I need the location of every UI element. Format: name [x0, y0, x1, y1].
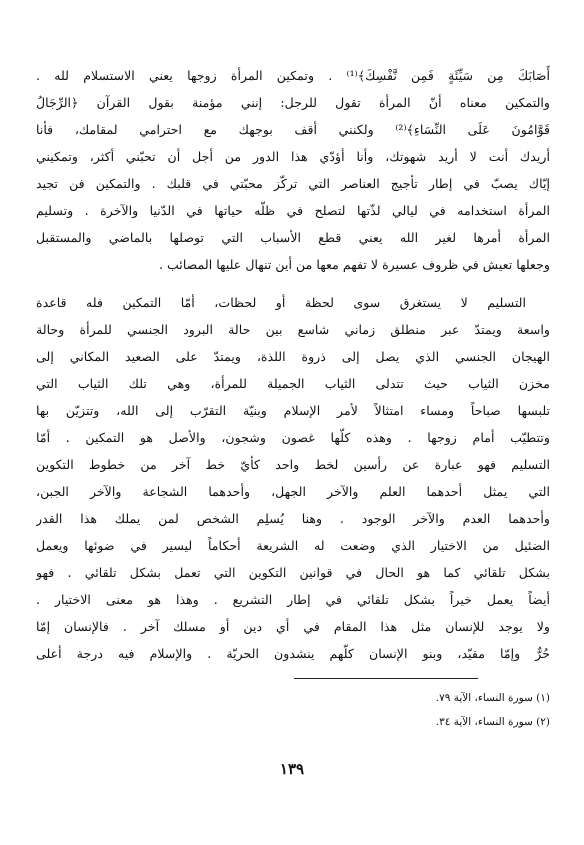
text-line: الهيجان الجنسي الذي يصل إلى ذروة اللذة، ويمتدّ على الصعيد المكاني إلى	[36, 349, 550, 364]
text-line: أَصَابَكَ مِن سَيِّئَةٍ فَمِن نَّفْسِكَ﴾⁽¹⁾ . وتمكين المرأة زوجها يعني الاستسلام لله .	[36, 68, 550, 83]
text-line: التي يمثل أحدهما العلم والآخر الجهل، وأحدهما الشجاعة والآخر الجبن،	[36, 484, 550, 499]
text-line: قَوَّامُونَ عَلَى النِّسَاءِ﴾⁽²⁾ ولكنني أقف بوجهك مع احترامي لمقامك، فأنا	[36, 122, 550, 137]
text-line: تلبسها صباحاً ومساء امتثالاً لأمر الإسلام وبنيّة التقرّب إلى الله، وتتزيّن بها	[36, 403, 550, 418]
text-line: حُرٌّ وإمّا مقيّد، وبنو الإنسان كلّهم ينشدون الحريّة . والإسلام فيه درجة أعلى	[36, 646, 550, 661]
text-line: الضئيل من الاختيار الذي وضعت له الشريعة أحكاماً ليسير في ضوئها ويعمل	[36, 538, 550, 553]
footnote-divider	[294, 678, 478, 679]
footnotes	[36, 686, 550, 734]
text-line: وجعلها تعيش في ظروف عسيرة لا تفهم معها من أين تنهال عليها المصائب .	[158, 257, 550, 272]
text-line: المرأة أمرها لغير الله يعني قطع الأسباب التي توصلها بالماضي والمستقبل	[36, 230, 550, 245]
text-line: التسليم لا يستغرق سوى لحظة أو لحظات، أمّا التمكين فله قاعدة	[36, 295, 526, 310]
text-line: ولا يوجد للإنسان مثل هذا المقام في أي دين أو مسلك آخر . فالإنسان إمّا	[36, 619, 550, 634]
paragraph-1	[36, 62, 550, 278]
footnote-1: (١) سورة النساء، الآية ٧٩.	[435, 692, 550, 704]
text-line: مخزن الثياب حيث تتدلى الثياب الجميلة للمرأة، وهي تلك الثياب التي	[36, 376, 550, 391]
text-line: أيضاً يعمل خيراً بشكل تلقائي في إطار التشريع . وهذا هو معنى الاختيار .	[36, 592, 550, 607]
text-line: أريدك أنت لا أريد شهوتك، وأنا أؤدّي هذا الدور من أجل أن تحبّني أكثر، وتمكيني	[36, 149, 550, 164]
footnote-2: (٢) سورة النساء، الآية ٣٤.	[435, 716, 550, 728]
page-number: ١٣٩	[279, 760, 305, 778]
text-line: التسليم فهو عبارة عن رأسين لخط واحد كأيّ خط آخر من خطوط التكوين	[36, 457, 550, 472]
text-line: واسعة ويمتدّ عبر منطلق زماني شاسع بين حالة البرود الجنسي للمرأة وحالة	[36, 322, 550, 337]
text-line: إيّاك يصبّ في إطار تأجيج العناصر التي تركّز محبّتي في قلبك . والتمكين فن تجيد	[36, 176, 550, 191]
text-line: بشكل تلقائي كما هو الحال في قوانين التكوين التي تعمل بشكل تلقائي . فهو	[36, 565, 550, 580]
text-line: وتتطيّب أمام زوجها . وهذه كلّها غصون وشجون، والأصل هو التمكين . أمّا	[36, 430, 550, 445]
paragraph-2	[36, 289, 550, 667]
text-line: والتمكين معناه أنّ المرأة تقول للرجل: إنني مؤمنة بقول القرآن ﴿الرِّجَالُ	[36, 95, 550, 110]
text-line: وأحدهما العدم والآخر الوجود . وهنا يُسلِم الشخص لمن يملك هذا القدر	[36, 511, 550, 526]
text-line: المرأة استخدامه في ليالي لذّتها لتصلح في ظلّه حياتها في الدّنيا والآخرة . وتسليم	[36, 203, 550, 218]
